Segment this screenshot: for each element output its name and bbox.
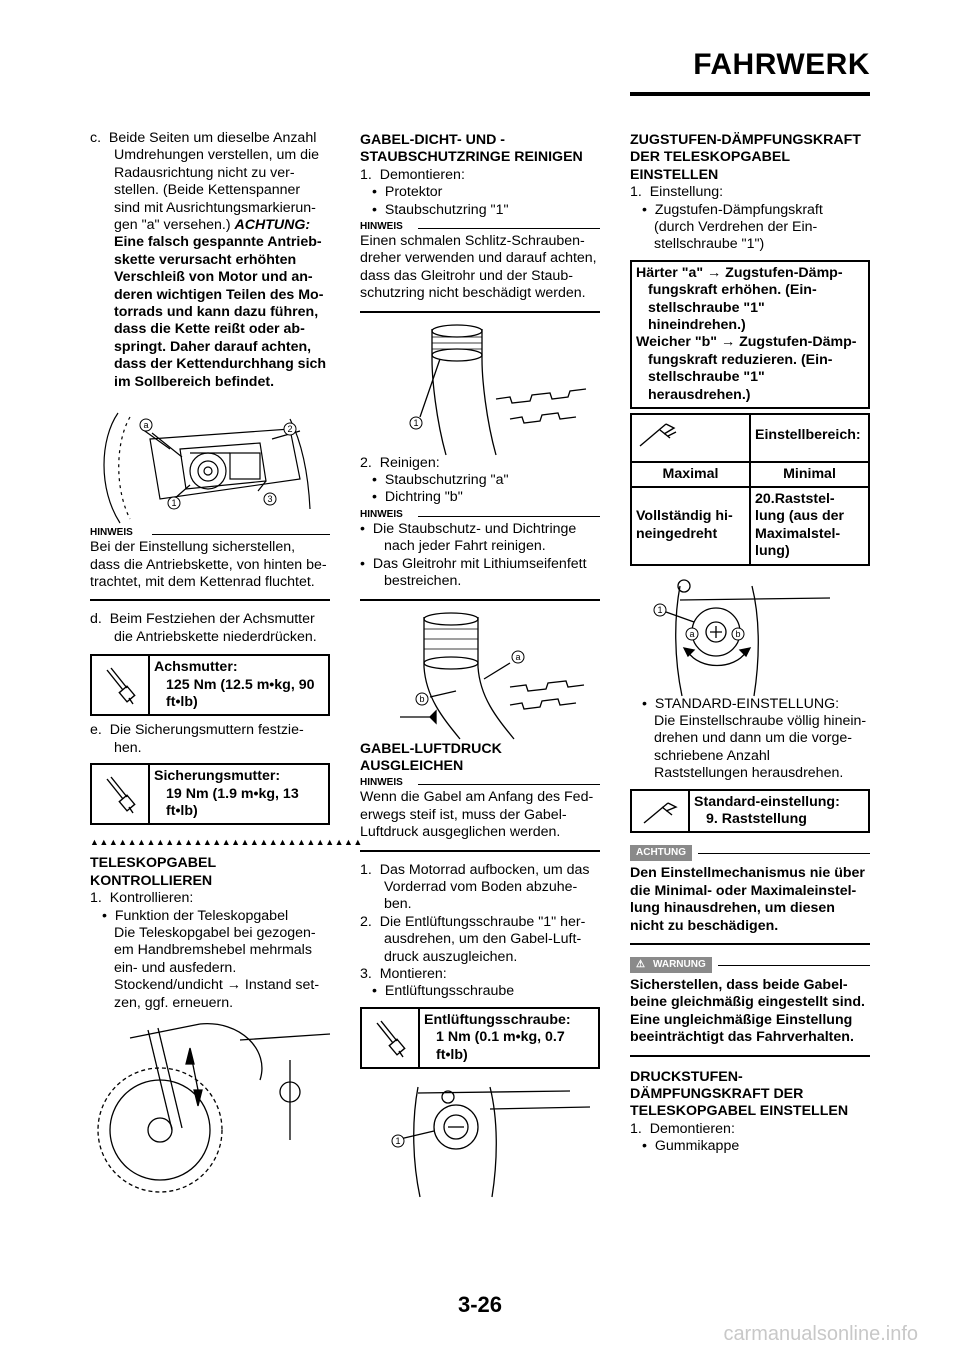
hinweis-1: HINWEIS [90,527,330,539]
achtung-text: Den Einstellmechanismus nie über die Minimal- oder Maximaleinstel- lung hinausdrehen, um diesen nicht zu beschädigen. [630,865,865,934]
column-2: GABEL-DICHT- UND - STAUBSCHUTZRINGE REINIGEN 1. Demontieren: • Protektor • Staubschutzring "1" HINWEIS Einen schmalen Schlitz-Schrauben- dreher verwenden und darauf achten, dass das Gleitrohr und der Staub- schutzring nicht beschädigt werden. 1 2. Reinigen: • Staubschutzring "a" • Dichtring "b" HINWEIS • Die Staubschutz- und Dichtringe nach jeder Fahrt reinigen. • Das Gleitrohr mit Lithiumseifenfett bestreichen. a b GABEL-LUFTDRUCK AUSGLEICHEN HINWEIS Wenn die Gabel am Anfang des Fed- erwegs steif ist, muss der Gabel- Luftdruck ausgeglichen werden. 1. Das Motorrad aufbocken, um das Vorderrad vom Boden abzuhe- ben. 2. Die Entlüftungsschraube "1" her- ausdrehen, um den Gabel-Luft- druck auszugleichen. 3. Montieren: • Entlüftungsschraube Entlüftungsschraube: 1 Nm (0.1 m•kg, 0.7 ft•lb) 1 [360,130,600,1199]
warnung-badge: WARNUNG [651,957,712,973]
caliper-icon [632,791,690,832]
section-end-triangles: ▲▲▲▲▲▲▲▲▲▲▲▲▲▲▲▲▲▲▲▲▲▲▲▲▲▲▲▲▲ [90,837,363,848]
fig-label-b: b [419,693,425,704]
torque-wrench-icon [92,765,150,823]
range-table: Einstellbereich: Maximal Minimal Vollständig hi- neingedreht 20.Raststel- lung (aus der Maximalstel- lung) [630,413,870,565]
chain-adjuster-figure [90,409,330,527]
fig-label-a: a [689,628,695,639]
achtung-inline: ACHTUNG: [234,217,311,234]
fig-label-1: 1 [657,604,663,615]
section-heading-druckstufe: DRUCKSTUFEN- DÄMPFUNGSKRAFT DER TELESKOPGABEL EINSTELLEN [630,1068,849,1120]
section-heading-dichtringe: GABEL-DICHT- UND - STAUBSCHUTZRINGE REINIGEN [360,132,583,166]
hinweis-3: HINWEIS [360,509,600,521]
hinweis-end-rule [360,599,600,601]
warning-icon: ⚠ [630,957,651,973]
fig1-label-1: 1 [171,498,177,509]
hinweis-end-rule [360,850,600,852]
hinweis-end-rule [90,599,330,601]
warnung-text: Sicherstellen, dass beide Gabel- beine gleichmäßig eingestellt sind. Eine ungleichmäßige Einstellung beeinträchtigt das Fahrverhalten. [630,977,865,1046]
hinweis-2: HINWEIS [360,221,600,233]
torque-wrench-icon [362,1009,420,1067]
motorcycle-fork-figure [90,1020,330,1145]
hinweis-4: HINWEIS [360,777,600,789]
spec-standard-einstellung: Standard-einstellung: 9. Raststellung [630,789,870,834]
fig1-label-2: 2 [287,424,293,435]
fig-label-a: a [515,651,521,662]
section-heading-zugstufe: ZUGSTUFEN-DÄMPFUNGSKRAFT DER TELESKOPGABEL EINSTELLEN [630,132,861,183]
adjustment-box: Härter "a" → Zugstufen-Dämp- fungskraft erhöhen. (Ein- stellschraube "1" hineindrehen.) Weicher "b" → Zugstufen-Dämp- fungskraft reduzieren. (Ein- stellschraube "1" herausdrehen.) [630,260,870,409]
fig-label-1: 1 [413,417,419,428]
header-rule [630,92,870,96]
warnung-header [630,957,870,973]
hinweis-end-rule [360,311,600,313]
section-heading-luftdruck: GABEL-LUFTDRUCK AUSGLEICHEN [360,740,502,774]
page-title: FAHRWERK [693,48,870,81]
achtung-header [630,845,870,861]
fig1-label-3: 3 [267,494,273,505]
column-3: ZUGSTUFEN-DÄMPFUNGSKRAFT DER TELESKOPGABEL EINSTELLEN 1. Einstellung: • Zugstufen-Dämpfungskraft (durch Verdrehen der Ein- stellschraube "1") Härter "a" → Zugstufen-Dämp- fungskraft erhöhen. (Ein- stellschraube "1" hineindrehen.) Weicher "b" → Zugstufen-Dämp- fungskraft reduzieren. (Ein- stellschraube "1" herausdrehen.) Einstellbereich: Maximal Minimal Vollständig hi- neingedreht 20.Raststel- lung (aus der Maximalstel- lung) 1 a b • STANDARD-EINSTELLUNG: Die Einstellschraube völlig hinein- drehen und dann um die vorge- schriebene Anzahl Raststellungen herausdrehen. Standard-einstellung: 9. Raststellung ACHTUNG Den Einstellmechanismus nie über die Minimal- oder Maximaleinstel- lung hinausdrehen, um diesen nicht zu beschädigen. ⚠ WARNUNG Sicherstellen, dass beide Gabel- beine gleichmäßig eingestellt sind. Eine ungleichmäßige Einstellung beeinträchtigt das Fahrverhalten. DRUCKSTUFEN- DÄMPFUNGSKRAFT DER TELESKOPGABEL EINSTELLEN 1. Demontieren: • Gummikappe [630,130,870,1156]
fig-label-1: 1 [395,1136,401,1146]
fig1-label-a: a [143,420,149,431]
page-number: 3-26 [457,1292,503,1317]
rebound-adjuster-figure [630,578,870,696]
dust-seal-removal-figure [360,319,600,455]
seal-cleaning-figure [360,607,600,739]
fig-label-b: b [735,628,741,639]
spec-entlueftungsschraube: Entlüftungsschraube: 1 Nm (0.1 m•kg, 0.7 ft•lb) [360,1007,600,1069]
spec-sicherungsmutter: Sicherungsmutter: 19 Nm (1.9 m•kg, 13 ft•lb) [90,763,330,825]
section-heading-teleskopgabel: TELESKOPGABEL KONTROLLIEREN [90,855,217,889]
air-bleed-screw-figure [360,1079,600,1199]
torque-wrench-icon [92,656,150,714]
column-1: c. Beide Seiten um dieselbe Anzahl Umdrehungen verstellen, um die Radausrichtung nicht zu ver- stellen. (Beide Kettenspanner sind mit Ausrichtungsmarkierun- gen "a" versehen.) ACHTUNG: Eine falsch gespannte Antrieb- skette verursacht erhöhten Verschleiß von Motor und an- deren wichtigen Teilen des Mo- torrads und kann dazu führen, dass die Kette reißt oder ab- springt. Daher darauf achten, dass der Kettendurchhang sich im Sollbereich befindet. a 2 1 3 HINWEIS Bei der Einstellung sicherstellen, dass die Antriebskette, von hinten be- trachtet, mit dem Kettenrad fluchtet. d. Beim Festziehen der Achsmutter die Antriebskette niederdrücken. Achsmutter: 125 Nm (12.5 m•kg, 90 ft•lb) e. Die Sicherungsmuttern festzie- hen. Sicherungsmutter: 19 Nm (1.9 m•kg, 13 ft•lb) ▲▲▲▲▲▲▲▲▲▲▲▲▲▲▲▲▲▲▲▲▲▲▲▲▲▲▲▲▲ TELESKOPGABEL KONTROLLIEREN 1. Kontrollieren: • Funktion der Teleskopgabel Die Teleskopgabel bei gezogen- em Handbremshebel mehrmals ein- und ausfedern. Stockend/undicht → Instand set- zen, ggf. erneuern. [90,130,330,1145]
spec-achsmutter: Achsmutter: 125 Nm (12.5 m•kg, 90 ft•lb) [90,654,330,716]
achtung-badge: ACHTUNG [630,845,692,861]
step-c: c. Beide Seiten um dieselbe Anzahl Umdrehungen verstellen, um die Radausrichtung nicht zu ver- stellen. (Beide Kettenspanner sind mit Ausrichtungsmarkierun- gen "a" versehen.) ACHTUNG: Eine falsch gespannte Antrieb- skette verursacht erhöhten Verschleiß von Motor und an- deren wichtigen Teilen des Mo- torrads und kann dazu führen, dass die Kette reißt oder ab- springt. Daher darauf achten, dass der Kettendurchhang sich im Sollbereich befindet. [90,130,327,390]
caliper-icon [631,414,750,461]
watermark: carmanualsonline.info [723,1323,918,1345]
